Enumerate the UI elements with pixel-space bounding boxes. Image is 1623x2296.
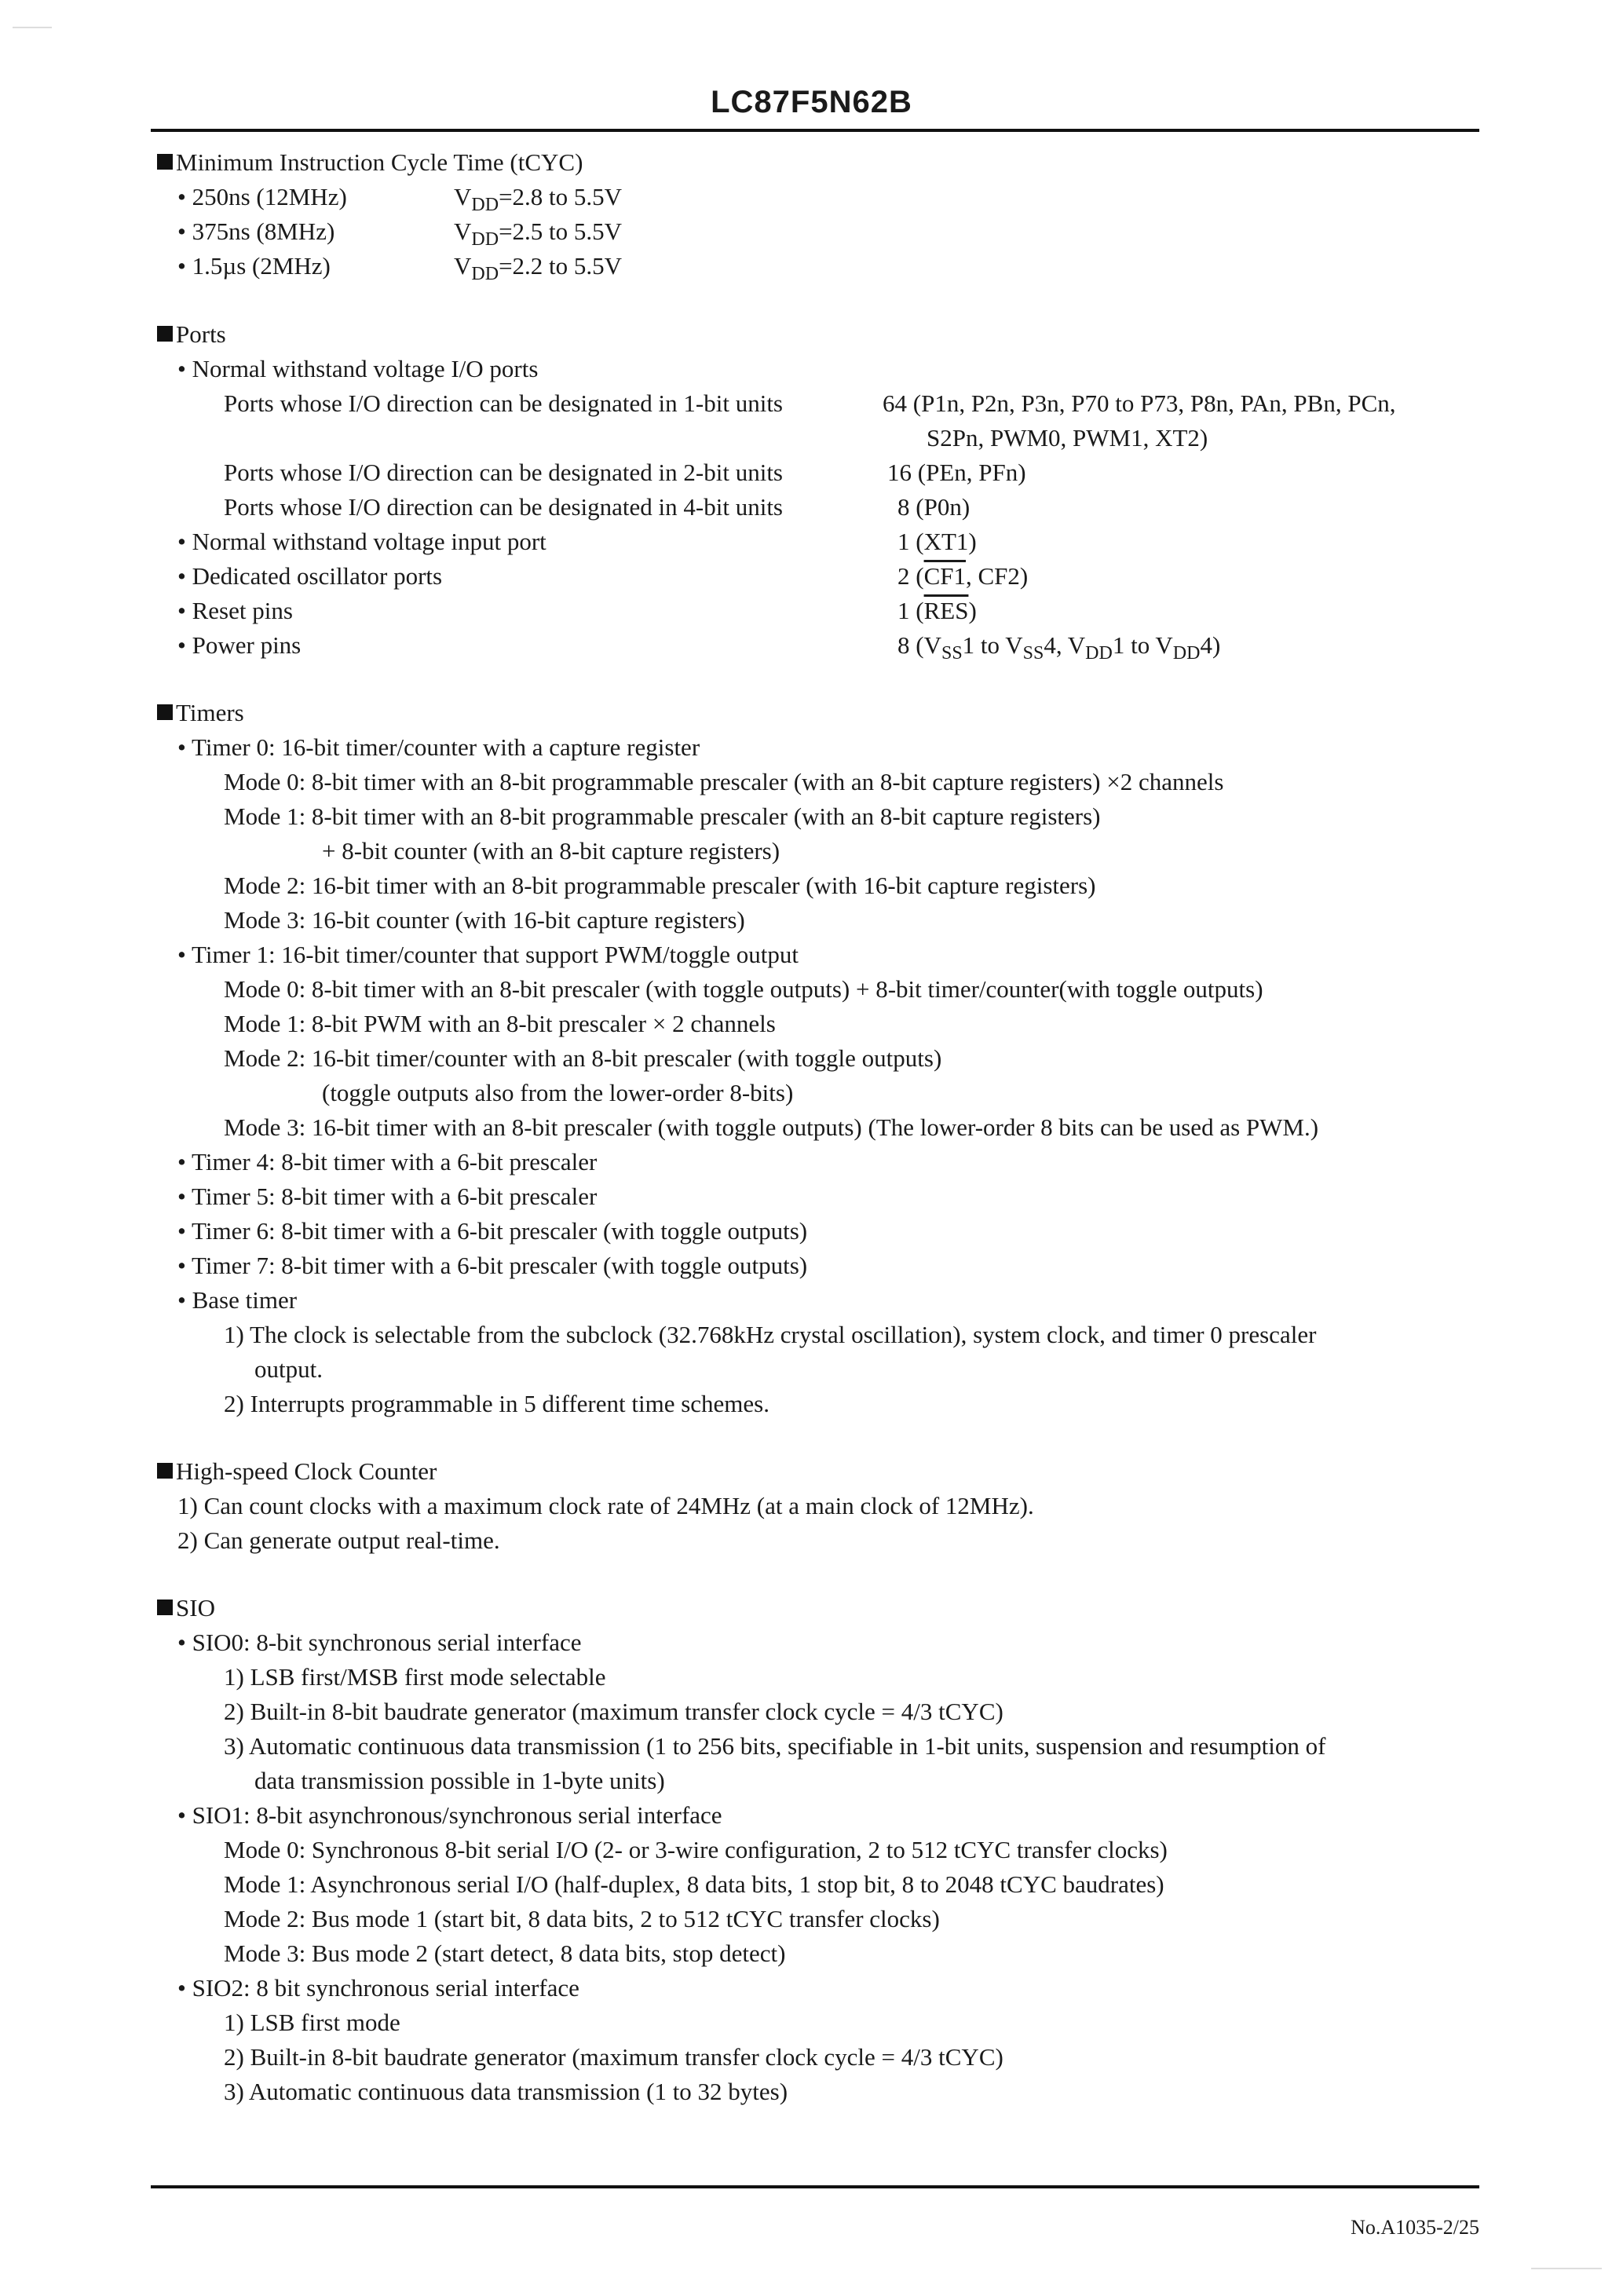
timers-line: • Base timer [177, 1286, 298, 1314]
power-value: 8 ($V_{SS}1$ to $V_{SS}4$, $V_{DD}1$ to $V_{DD}4$) [897, 631, 1221, 664]
cycle-time: • 375ns (8MHz) [177, 218, 335, 245]
sio-heading: SIO [157, 1593, 215, 1623]
timers-line: • Timer 4: 8-bit timer with a 6-bit prescaler [177, 1148, 598, 1175]
sio-line: • SIO2: 8 bit synchronous serial interface [177, 1974, 579, 2002]
header-rule [151, 129, 1479, 132]
sio-line: data transmission possible in 1-byte units) [254, 1767, 665, 1794]
power-label: • Power pins [177, 631, 302, 659]
timers-line: • Timer 5: 8-bit timer with a 6-bit prescaler [177, 1183, 598, 1210]
doc-number: No.A1035-2/25 [1351, 2216, 1479, 2239]
scan-mark [1531, 2268, 1602, 2269]
timers-line: Mode 3: 16-bit timer with an 8-bit prescaler (with toggle outputs) (The lower-order 8 bits can be used as PWM.) [224, 1113, 1319, 1141]
cycle-vdd: $V_{DD}=2.8$ to 5.5V [454, 183, 623, 215]
cycle-time: • 250ns (12MHz) [177, 183, 347, 210]
scan-mark [13, 27, 52, 28]
timers-line: Mode 2: 16-bit timer with an 8-bit programmable prescaler (with 16-bit capture registers) [224, 872, 1096, 899]
timers-line: 1) The clock is selectable from the subclock (32.768kHz crystal oscillation), system clock, and timer 0 prescaler [224, 1321, 1317, 1348]
sio-line: • SIO0: 8-bit synchronous serial interface [177, 1629, 582, 1656]
footer-rule [151, 2185, 1479, 2188]
timers-line: Mode 1: 8-bit timer with an 8-bit programmable prescaler (with an 8-bit capture registers) [224, 803, 1101, 830]
square-bullet-icon [157, 326, 173, 342]
sio-line: 3) Automatic continuous data transmission (1 to 256 bits, specifiable in 1-bit units, suspension and resumption of [224, 1732, 1326, 1760]
ports-row-label: Ports whose I/O direction can be designated in 4-bit units [224, 493, 784, 521]
timers-heading: Timers [157, 698, 244, 728]
ports-row-value-cont: S2Pn, PWM0, PWM1, XT2) [927, 424, 1208, 452]
timers-line: • Timer 6: 8-bit timer with a 6-bit prescaler (with toggle outputs) [177, 1217, 808, 1245]
timers-line: Mode 0: 8-bit timer with an 8-bit programmable prescaler (with an 8-bit capture registers) ×2 channels [224, 768, 1224, 795]
square-bullet-icon [157, 1600, 173, 1615]
sio-line: Mode 0: Synchronous 8-bit serial I/O (2- or 3-wire configuration, 2 to 512 tCYC transfer clocks) [224, 1836, 1168, 1863]
cycle-vdd: $V_{DD}=2.5$ to 5.5V [454, 218, 623, 250]
hscc-heading: High-speed Clock Counter [157, 1457, 437, 1486]
square-bullet-icon [157, 154, 173, 170]
cycle-time: • 1.5µs (2MHz) [177, 252, 331, 280]
ports-normal-io: • Normal withstand voltage I/O ports [177, 355, 539, 382]
timers-line: Mode 1: 8-bit PWM with an 8-bit prescaler × 2 channels [224, 1010, 776, 1037]
timers-line: + 8-bit counter (with an 8-bit capture registers) [322, 837, 780, 865]
oscillator-value: 2 (CF1, CF2) [897, 562, 1029, 590]
timers-line: Mode 3: 16-bit counter (with 16-bit capture registers) [224, 906, 745, 934]
timers-line: Mode 2: 16-bit timer/counter with an 8-bit prescaler (with toggle outputs) [224, 1044, 942, 1072]
timers-line: 2) Interrupts programmable in 5 different time schemes. [224, 1390, 769, 1417]
oscillator-label: • Dedicated oscillator ports [177, 562, 443, 590]
hscc-line: 2) Can generate output real-time. [177, 1526, 500, 1554]
sio-line: 2) Built-in 8-bit baudrate generator (maximum transfer clock cycle = 4/3 tCYC) [224, 2043, 1003, 2071]
cycle-vdd: $V_{DD}=2.2$ to 5.5V [454, 252, 623, 284]
square-bullet-icon [157, 1463, 173, 1479]
timers-line: • Timer 7: 8-bit timer with a 6-bit prescaler (with toggle outputs) [177, 1252, 808, 1279]
sio-line: Mode 2: Bus mode 1 (start bit, 8 data bits, 2 to 512 tCYC transfer clocks) [224, 1905, 940, 1932]
ports-row-value: 8 (P0n) [897, 493, 971, 521]
ports-row-value: 64 (P1n, P2n, P3n, P70 to P73, P8n, PAn, PBn, PCn, [883, 389, 1396, 417]
reset-label: • Reset pins [177, 597, 293, 624]
timers-line: output. [254, 1355, 323, 1383]
sio-line: 1) LSB first mode [224, 2009, 400, 2036]
input-port-value: 1 (XT1) [897, 528, 977, 555]
input-port-label: • Normal withstand voltage input port [177, 528, 546, 555]
sio-line: Mode 1: Asynchronous serial I/O (half-duplex, 8 data bits, 1 stop bit, 8 to 2048 tCYC baudrates) [224, 1870, 1164, 1898]
ports-row-label: Ports whose I/O direction can be designated in 2-bit units [224, 459, 784, 486]
sio-line: 3) Automatic continuous data transmission (1 to 32 bytes) [224, 2078, 788, 2105]
sio-line: • SIO1: 8-bit asynchronous/synchronous serial interface [177, 1801, 722, 1829]
cycle-heading: Minimum Instruction Cycle Time (tCYC) [157, 148, 583, 177]
timers-line: (toggle outputs also from the lower-order 8-bits) [322, 1079, 794, 1106]
ports-heading: Ports [157, 320, 226, 349]
reset-value: 1 $(\overline{RES})$ [897, 597, 977, 624]
timers-line: Mode 0: 8-bit timer with an 8-bit prescaler (with toggle outputs) + 8-bit timer/counter(with toggle outputs) [224, 975, 1263, 1003]
timers-line: • Timer 1: 16-bit timer/counter that support PWM/toggle output [177, 941, 799, 968]
ports-row-value: 16 (PEn, PFn) [887, 459, 1026, 486]
hscc-line: 1) Can count clocks with a maximum clock rate of 24MHz (at a main clock of 12MHz). [177, 1492, 1034, 1519]
sio-line: 2) Built-in 8-bit baudrate generator (maximum transfer clock cycle = 4/3 tCYC) [224, 1698, 1003, 1725]
square-bullet-icon [157, 704, 173, 720]
ports-row-label: Ports whose I/O direction can be designated in 1-bit units [224, 389, 784, 417]
page-title: LC87F5N62B [711, 85, 912, 119]
timers-line: • Timer 0: 16-bit timer/counter with a capture register [177, 733, 700, 761]
sio-line: 1) LSB first/MSB first mode selectable [224, 1663, 606, 1691]
sio-line: Mode 3: Bus mode 2 (start detect, 8 data bits, stop detect) [224, 1940, 786, 1967]
